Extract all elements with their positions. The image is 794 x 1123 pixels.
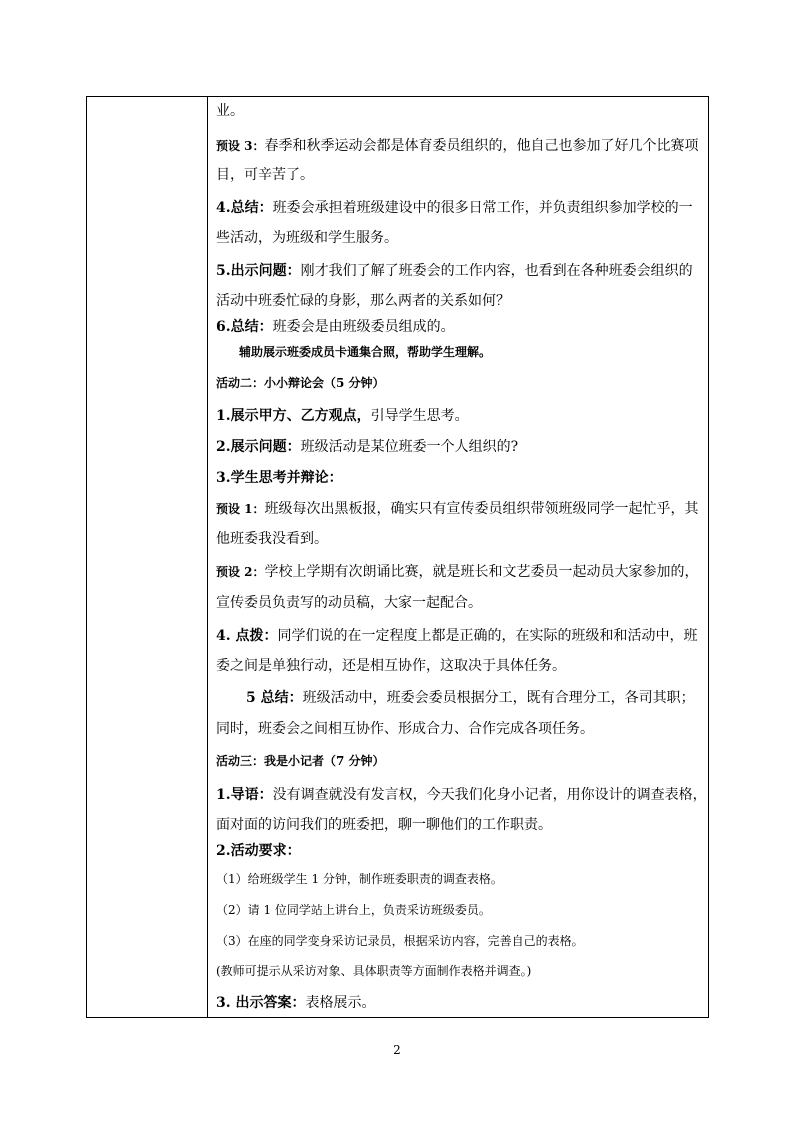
text-line: 4. 点拨：同学们说的在一定程度上都是正确的，在实际的班级和和活动中，班: [216, 628, 698, 644]
text-line: 预设 1：班级每次出黑板报，确实只有宣传委员组织带领班级同学一起忙乎，其: [216, 501, 699, 517]
text-line: 目，可辛苦了。: [216, 167, 314, 183]
text-line: 5.出示问题：刚才我们了解了班委会的工作内容，也看到在各种班委会组织的: [216, 263, 693, 279]
text-line: 同时，班委会之间相互协作、形成合力、合作完成各项任务。: [216, 721, 594, 737]
page-number: 2: [393, 1043, 401, 1057]
text-line: 6.总结：班委会是由班级委员组成的。: [216, 319, 455, 335]
text-line: 2.活动要求：: [216, 843, 301, 859]
text-line: 1.导语：没有调查就没有发言权，今天我们化身小记者，用你设计的调查表格，: [216, 787, 707, 803]
text-line: 活动中班委忙碌的身影，那么两者的关系如何？: [216, 293, 510, 309]
left-column-cell: [87, 97, 207, 1017]
text-line: 预设 3：春季和秋季运动会都是体育委员组织的，他自己也参加了好几个比赛项: [216, 138, 699, 154]
text-line: 面对面的访问我们的班委把，聊一聊他们的工作职责。: [216, 817, 552, 833]
text-line: 3.学生思考并辩论：: [216, 470, 343, 486]
list-item: （3）在座的同学变身采访记录员，根据采访内容，完善自己的表格。: [216, 934, 584, 948]
text-line: 业。: [216, 103, 244, 119]
text-line: 4.总结：班委会承担着班级建设中的很多日常工作，并负责组织参加学校的一: [216, 200, 693, 216]
section-heading: 活动二：小小辩论会（5 分钟）: [216, 376, 385, 390]
text-line: 预设 2：学校上学期有次朗诵比赛，就是班长和文艺委员一起动员大家参加的，: [216, 564, 699, 580]
text-line: 2.展示问题：班级活动是某位班委一个人组织的?: [216, 439, 519, 455]
text-line: 他班委我没看到。: [216, 531, 328, 547]
text-line: 3. 出示答案：表格展示。: [216, 995, 376, 1011]
text-line: 委之间是单独行动，还是相互协作，这取决于具体任务。: [216, 658, 566, 674]
teacher-note: (教师可提示从采访对象、具体职责等方面制作表格并调查。): [216, 964, 532, 978]
note-line: 辅助展示班委成员卡通集合照，帮助学生理解。: [239, 345, 492, 359]
text-line: 5 总结：班级活动中，班委会委员根据分工，既有合理分工，各司其职；: [246, 690, 695, 706]
column-divider: [207, 97, 208, 1017]
text-line: 宣传委员负责写的动员稿，大家一起配合。: [216, 595, 482, 611]
text-line: 1.展示甲方、乙方观点，引导学生思考。: [216, 408, 469, 424]
list-item: （1）给班级学生 1 分钟，制作班委职责的调查表格。: [216, 872, 503, 886]
list-item: （2）请 1 位同学站上讲台上，负责采访班级委员。: [216, 903, 491, 917]
lesson-table: [86, 96, 709, 1018]
section-heading: 活动三：我是小记者（7 分钟）: [216, 754, 385, 768]
text-line: 些活动，为班级和学生服务。: [216, 230, 398, 246]
